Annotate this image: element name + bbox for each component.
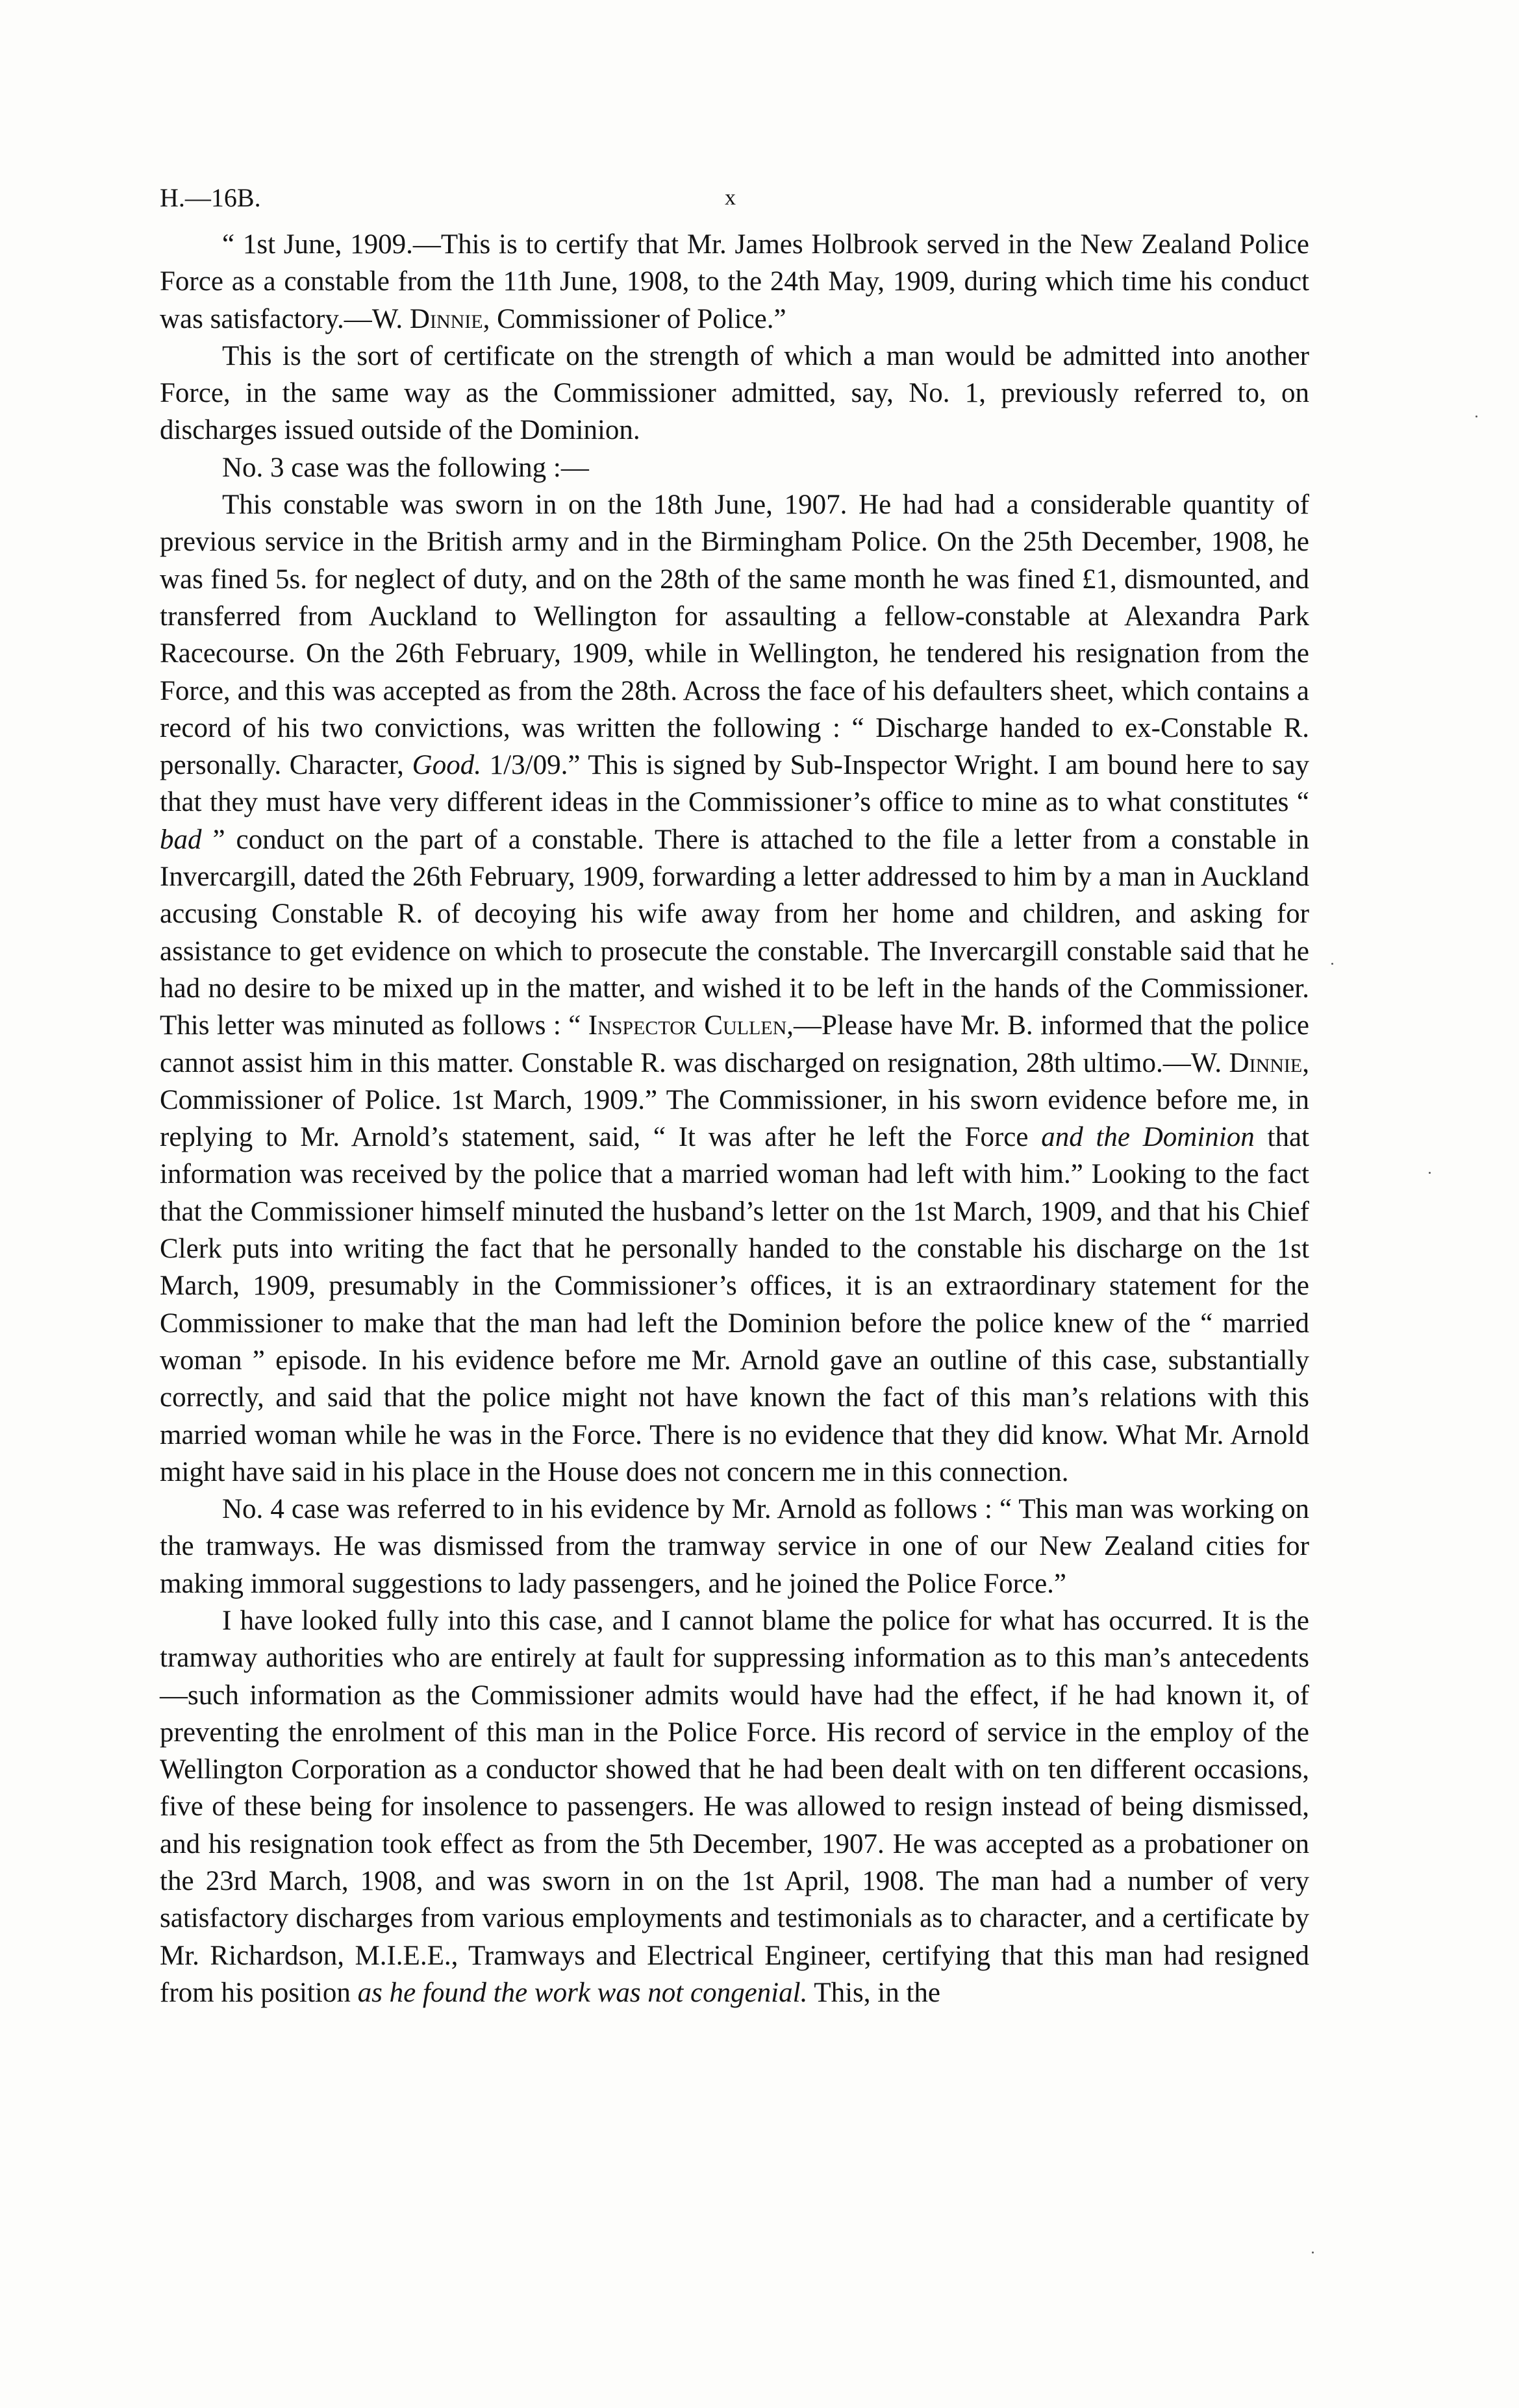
page-number: x: [725, 186, 736, 210]
small-caps-name: Dinnie: [409, 303, 483, 334]
italic-text: Good.: [412, 750, 481, 781]
scan-speck: [1475, 416, 1477, 417]
document-reference: H.—16B.: [160, 183, 261, 212]
scan-speck: [1312, 2252, 1314, 2253]
text-run: This constable was sworn in on the 18th June, 1907. He had had a considerable quantity of previous service in the British army and in the Birmingham Police. On the 25th December, 1908, he was fined 5s. for neglect of duty, and on the 28th of the same month he was fined £1, dismounted, and transferred from Auckland to Wellington for assaulting a fellow-constable at Alexandra Park Racecourse. On the 26th February, 1909, while in Wellington, he tendered his resignation from the Force, and this was accepted as from the 28th. Across the face of his defaulters sheet, which contains a record of his two convictions, was written the following : “ Discharge handed to ex-Constable R. personally. Character,: [160, 490, 1309, 781]
paragraph: [160, 1602, 1309, 2011]
text-run: No. 3 case was the following :—: [222, 452, 589, 483]
text-run: No. 4 case was referred to in his evidence by Mr. Arnold as follows : “ This man was working on the tramways. He was dismissed from the tramway service in one of our New Zealand cities for making immoral suggestions to lady passengers, and he joined the Police Force.”: [160, 1494, 1309, 1599]
page-header: [160, 179, 1309, 217]
scan-speck: [1429, 1172, 1431, 1174]
text-run: I have looked fully into this case, and I cannot blame the police for what has occurred. It is the tramway authorities who are entirely at fault for suppressing information as to this man’s antecedents—such information as the Commissioner admits would have had the effect, if he had known it, of preventing the enrolment of this man in the Police Force. His record of service in the employ of the Wellington Corporation as a conductor showed that he had been dealt with on ten different occasions, five of these being for insolence to passengers. He was allowed to resign instead of being dismissed, and his resignation took effect as from the 5th December, 1907. He was accepted as a probationer on the 23rd March, 1908, and was sworn in on the 1st April, 1908. The man had a number of very satisfactory discharges from various employments and testimonials as to character, and a certificate by Mr. Richardson, M.I.E.E., Tramways and Electrical Engineer, certifying that this man had resigned from his position: [160, 1605, 1309, 2008]
text-run: ,—Please have Mr. B. informed that the police cannot assist him in this matter. Constable R. was discharged on resignation, 28th ultimo.—W.: [160, 1010, 1309, 1078]
text-run: “ 1st June, 1909.—This is to certify that Mr. James Holbrook served in the New Zealand Police Force as a constable from the 11th June, 1908, to the 24th May, 1909, during which time his conduct was satisfactory.—W.: [160, 229, 1309, 334]
paragraph: [160, 338, 1309, 449]
text-run: ” conduct on the part of a constable. There is attached to the file a letter from a constable in Invercargill, dated the 26th February, 1909, forwarding a letter addressed to him by a man in Auckland accusing Constable R. of decoying his wife away from her home and children, and asking for assistance to get evidence on which to prosecute the constable. The Invercargill constable said that he had no desire to be mixed up in the matter, and wished it to be left in the hands of the Commissioner. This letter was minuted as follows : “: [160, 824, 1309, 1041]
small-caps-name: Inspector Cullen: [588, 1010, 787, 1041]
paragraph: [160, 486, 1309, 1491]
paragraph: [160, 226, 1309, 338]
italic-text: as he found the work was not congenial.: [357, 1977, 808, 2008]
italic-text: bad: [160, 824, 202, 855]
text-run: This is the sort of certificate on the strength of which a man would be admitted into another Force, in the same way as the Commissioner admitted, say, No. 1, previously referred to, on discharges issued outside of the Dominion.: [160, 340, 1309, 446]
text-run: This, in the: [807, 1977, 940, 2008]
italic-text: and the Dominion: [1041, 1122, 1255, 1153]
text-run: 1/3/09.” This is signed by Sub-Inspector Wright. I am bound here to say that they must have very different ideas in the Commissioner’s office to mine as to what constitutes “: [160, 750, 1309, 818]
scan-speck: [1331, 963, 1333, 965]
text-run: , Commissioner of Police.”: [483, 303, 786, 334]
body-text: [160, 226, 1309, 2011]
text-run: , Commissioner of Police. 1st March, 1909.” The Commissioner, in his sworn evidence before me, in replying to Mr. Arnold’s statement, said, “ It was after he left the Force: [160, 1047, 1309, 1153]
text-run: that information was received by the police that a married woman had left with him.” Looking to the fact that the Commissioner himself minuted the husband’s letter on the 1st March, 1909, and that his Chief Clerk puts into writing the fact that he personally handed to the constable his discharge on the 1st March, 1909, presumably in the Commissioner’s offices, it is an extraordinary statement for the Commissioner to make that the man had left the Dominion before the police knew of the “ married woman ” episode. In his evidence before me Mr. Arnold gave an outline of this case, substantially correctly, and said that the police might not have known the fact of this man’s relations with this married woman while he was in the Force. There is no evidence that they did know. What Mr. Arnold might have said in his place in the House does not concern me in this connection.: [160, 1122, 1309, 1487]
paragraph: [160, 449, 1309, 486]
small-caps-name: Dinnie: [1229, 1047, 1303, 1078]
paragraph: [160, 1491, 1309, 1602]
